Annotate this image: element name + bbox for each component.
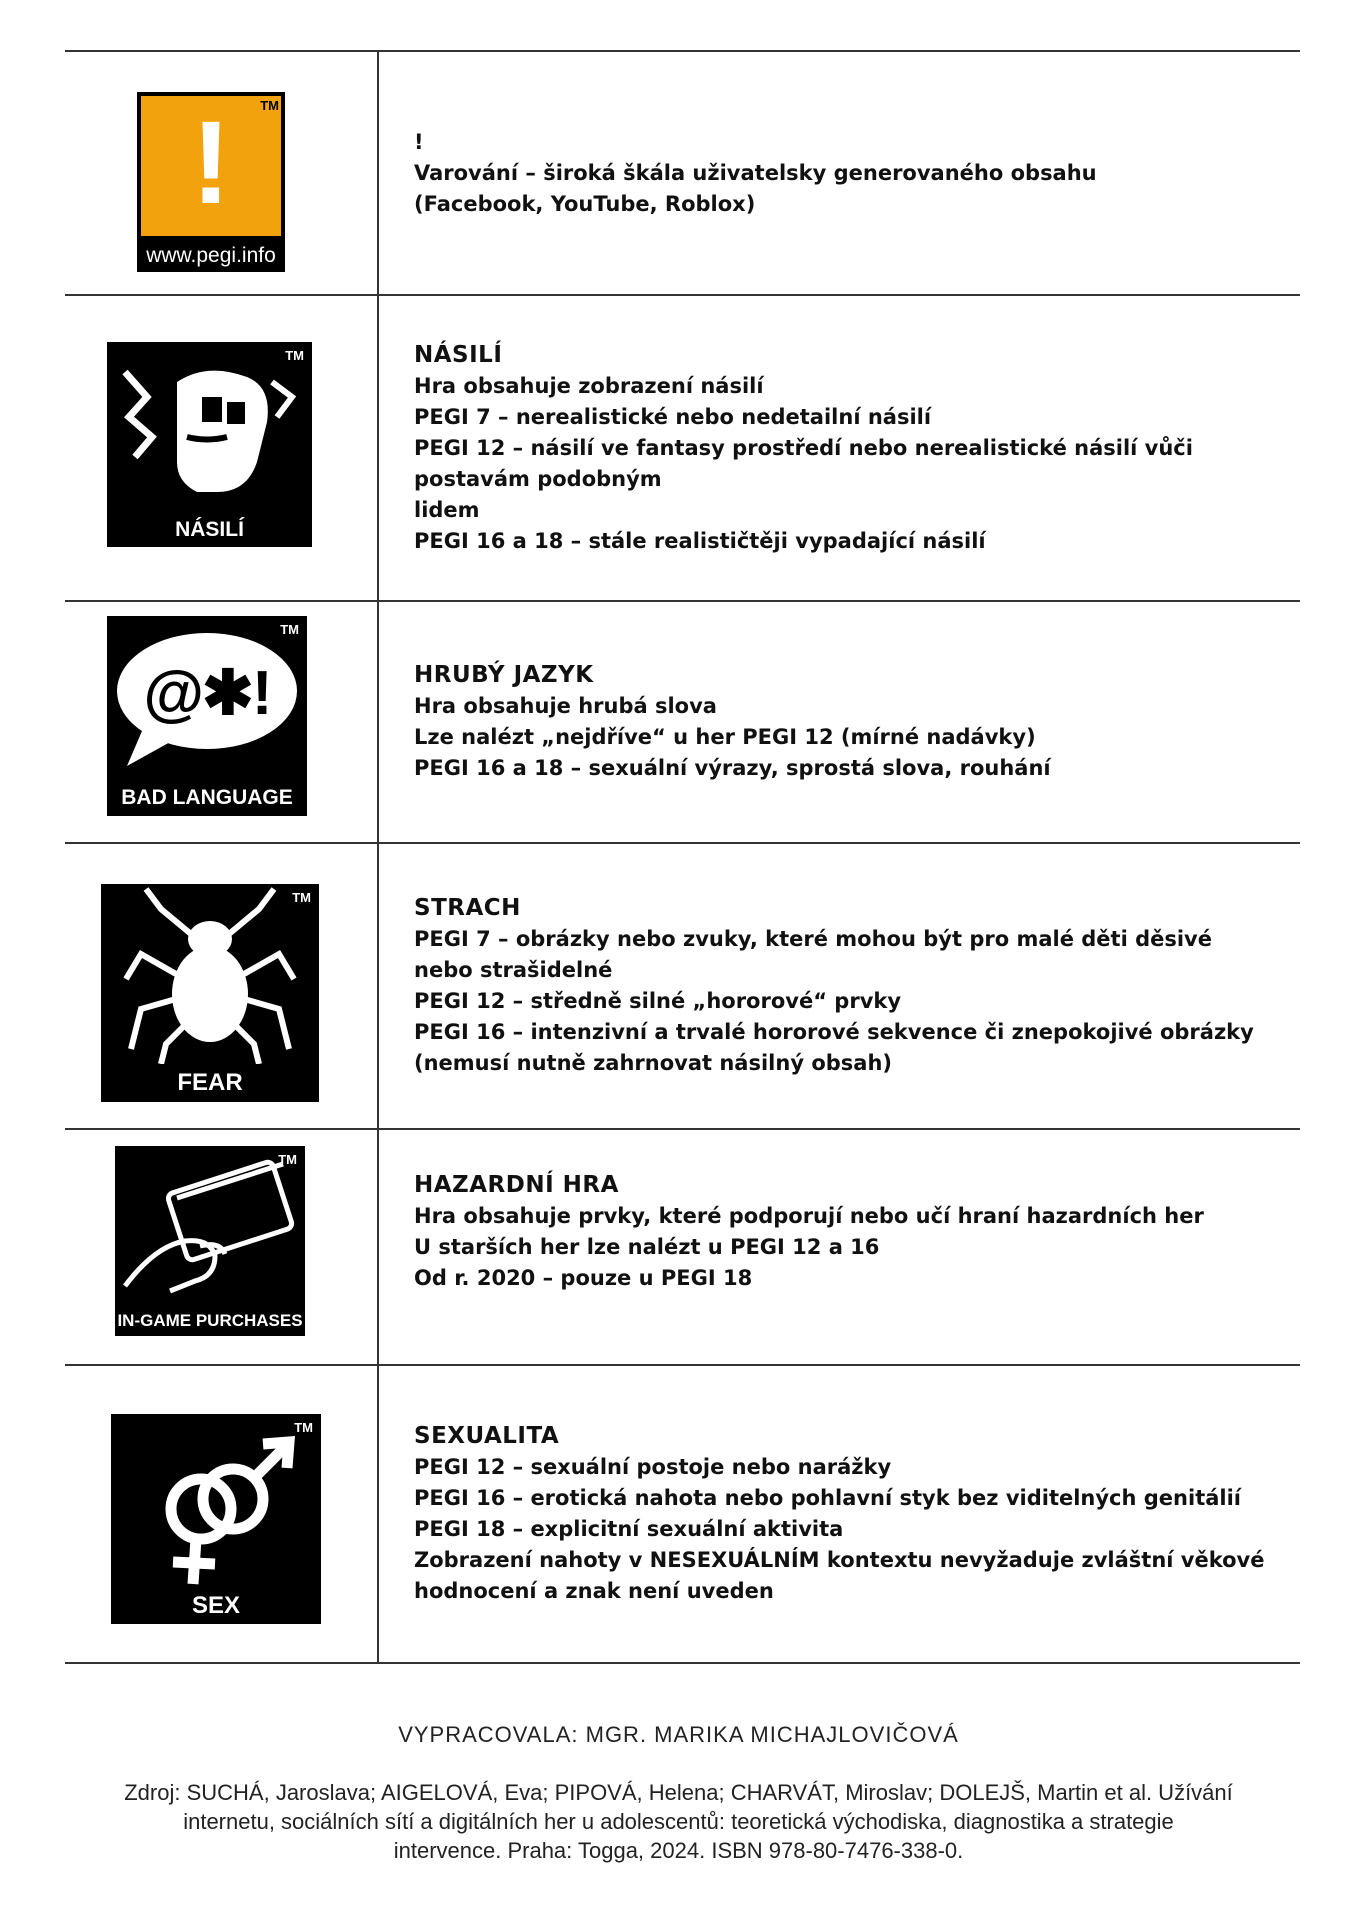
descriptor-line: Varování – široká škála uživatelsky generovaného obsahu bbox=[414, 160, 1097, 185]
icon-cell bbox=[65, 602, 379, 842]
descriptor-text bbox=[379, 1130, 1300, 1364]
descriptor-line: (nemusí nutně zahrnovat násilný obsah) bbox=[414, 1051, 893, 1075]
citation-line: internetu, sociálních sítí a digitálních her u adolescentů: teoretická východiska, diagnostika a strategie bbox=[183, 1809, 1174, 1834]
descriptor-title: SEXUALITA bbox=[414, 1423, 560, 1449]
icon-cell bbox=[65, 296, 379, 600]
citation-line: intervence. Praha: Togga, 2024. ISBN 978-80-7476-338-0. bbox=[393, 1838, 964, 1863]
descriptor-line: lidem bbox=[414, 497, 480, 522]
table-row-violence bbox=[65, 294, 1300, 600]
table-row-fear bbox=[65, 842, 1300, 1128]
descriptor-title: HRUBÝ JAZYK bbox=[414, 662, 594, 688]
descriptor-line: PEGI 16 a 18 – sexuální výrazy, sprostá slova, rouhání bbox=[414, 756, 1051, 780]
descriptor-line: PEGI 16 – intenzivní a trvalé hororové sekvence či znepokojivé obrázky bbox=[414, 1020, 1254, 1044]
fear-spider-icon: TM FEAR bbox=[101, 884, 319, 1102]
descriptor-line: PEGI 12 – násilí ve fantasy prostředí nebo nerealistické násilí vůči bbox=[414, 435, 1193, 460]
table-row-bad-language bbox=[65, 600, 1300, 842]
descriptor-line: ! bbox=[414, 129, 424, 154]
icon-cell bbox=[65, 52, 379, 294]
table-row-sexuality bbox=[65, 1364, 1300, 1664]
descriptor-line: U starších her lze nalézt u PEGI 12 a 16 bbox=[414, 1235, 880, 1259]
descriptor-line: postavám podobným bbox=[414, 466, 662, 491]
descriptor-text bbox=[379, 1366, 1300, 1662]
descriptor-text bbox=[379, 52, 1300, 294]
descriptor-text bbox=[379, 844, 1300, 1128]
descriptor-line: (Facebook, YouTube, Roblox) bbox=[414, 191, 756, 216]
descriptor-line: Hra obsahuje prvky, které podporují nebo učí hraní hazardních her bbox=[414, 1204, 1204, 1228]
descriptor-line: Zobrazení nahoty v NESEXUÁLNÍM kontextu nevyžaduje zvláštní věkové bbox=[414, 1548, 1265, 1572]
descriptor-line: PEGI 12 – středně silné „hororové“ prvky bbox=[414, 989, 902, 1013]
pegi-descriptor-table bbox=[65, 50, 1300, 1664]
descriptor-line: Od r. 2020 – pouze u PEGI 18 bbox=[414, 1266, 753, 1290]
descriptor-title: HAZARDNÍ HRA bbox=[414, 1172, 619, 1198]
sex-gender-symbols-icon: TM SEX bbox=[111, 1414, 321, 1624]
descriptor-line: Hra obsahuje zobrazení násilí bbox=[414, 373, 764, 398]
pegi-url-label: www.pegi.info bbox=[146, 244, 276, 267]
citation-line: Zdroj: SUCHÁ, Jaroslava; AIGELOVÁ, Eva; PIPOVÁ, Helena; CHARVÁT, Miroslav; DOLEJŠ, Martin et al. Užívání bbox=[124, 1780, 1233, 1805]
descriptor-line: PEGI 12 – sexuální postoje nebo narážky bbox=[414, 1455, 892, 1479]
descriptor-line: nebo strašidelné bbox=[414, 958, 613, 982]
descriptor-line: PEGI 16 – erotická nahota nebo pohlavní styk bez viditelných genitálií bbox=[414, 1486, 1241, 1510]
author-credit: VYPRACOVALA: MGR. MARIKA MICHAJLOVIČOVÁ bbox=[398, 1722, 959, 1747]
descriptor-title: STRACH bbox=[414, 895, 521, 921]
descriptor-line: hodnocení a znak není uveden bbox=[414, 1579, 774, 1603]
descriptor-line: Hra obsahuje hrubá slova bbox=[414, 694, 717, 718]
table-row-warning bbox=[65, 50, 1300, 294]
descriptor-text bbox=[379, 602, 1300, 842]
icon-cell bbox=[65, 844, 379, 1128]
warning-exclamation-icon: TM ! www.pegi.info bbox=[137, 92, 285, 272]
descriptor-line: PEGI 16 a 18 – stále realističtěji vypadající násilí bbox=[414, 528, 986, 553]
in-game-purchases-card-icon: TM IN-GAME PURCHASES bbox=[115, 1146, 305, 1336]
descriptor-line: Lze nalézt „nejdříve“ u her PEGI 12 (mírné nadávky) bbox=[414, 725, 1036, 749]
source-citation bbox=[40, 1778, 1317, 1865]
descriptor-line: PEGI 18 – explicitní sexuální aktivita bbox=[414, 1517, 844, 1541]
table-row-gambling bbox=[65, 1128, 1300, 1364]
descriptor-line: PEGI 7 – obrázky nebo zvuky, které mohou být pro malé děti děsivé bbox=[414, 927, 1212, 951]
violence-fist-icon: TM NÁSILÍ bbox=[107, 342, 312, 547]
icon-cell bbox=[65, 1130, 379, 1364]
descriptor-text bbox=[379, 296, 1300, 600]
descriptor-title: NÁSILÍ bbox=[414, 341, 503, 368]
bad-language-speech-bubble-icon: TM @✱! BAD LANGUAGE bbox=[107, 616, 307, 816]
descriptor-line: PEGI 7 – nerealistické nebo nedetailní násilí bbox=[414, 404, 932, 429]
icon-cell bbox=[65, 1366, 379, 1662]
